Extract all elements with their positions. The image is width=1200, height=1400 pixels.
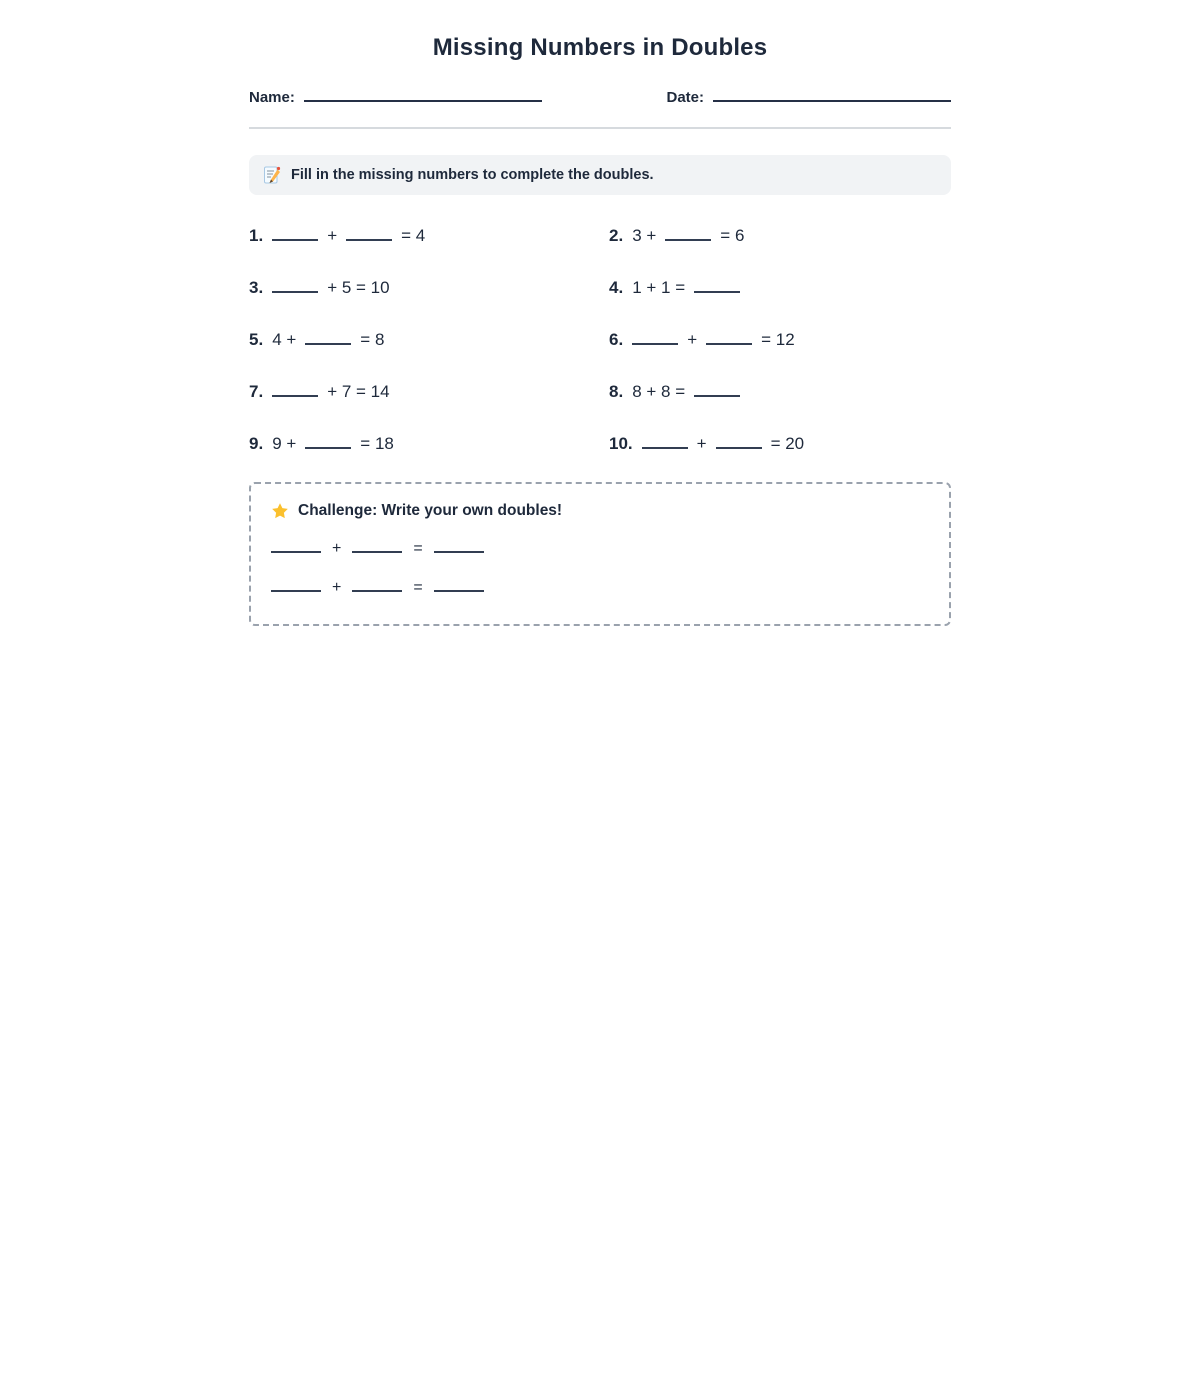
problem-text: = 6 xyxy=(720,226,745,245)
answer-blank xyxy=(346,229,392,241)
problem-text: 9 + xyxy=(272,434,297,453)
instruction-banner xyxy=(249,155,951,195)
problem-row xyxy=(249,329,609,351)
problem-text: + 7 = 14 xyxy=(327,382,390,401)
name-label: Name: xyxy=(249,89,295,106)
date-label: Date: xyxy=(666,89,704,106)
answer-blank xyxy=(665,229,711,241)
answer-blank xyxy=(272,281,318,293)
challenge-row xyxy=(271,538,929,559)
problem-row xyxy=(249,277,609,299)
challenge-title-row xyxy=(271,502,929,520)
problem-text: + xyxy=(696,434,707,453)
answer-blank xyxy=(694,385,740,397)
answer-blank xyxy=(305,333,351,345)
answer-blank xyxy=(694,281,740,293)
problem-number: 5. xyxy=(249,330,264,349)
problem-text: 8 + 8 = xyxy=(632,382,686,401)
problem-row xyxy=(249,381,609,403)
name-blank-line xyxy=(304,88,542,102)
answer-blank xyxy=(272,229,318,241)
problem-text: = 4 xyxy=(401,226,426,245)
answer-blank xyxy=(305,437,351,449)
instruction-text: Fill in the missing numbers to complete the doubles. xyxy=(291,167,654,183)
problem-number: 10. xyxy=(609,434,633,453)
challenge-blank xyxy=(434,541,484,553)
operator-text: = xyxy=(413,540,423,557)
operator-text: = xyxy=(413,579,423,596)
name-field xyxy=(249,88,542,106)
problem-row xyxy=(609,277,951,299)
problem-text: 3 + xyxy=(632,226,657,245)
problem-number: 6. xyxy=(609,330,624,349)
page-title: Missing Numbers in Doubles xyxy=(432,34,768,61)
problem-text: 4 + xyxy=(272,330,297,349)
operator-text: + xyxy=(332,579,342,596)
challenge-box xyxy=(249,482,951,626)
problem-text: 1 + 1 = xyxy=(632,278,686,297)
challenge-blank xyxy=(271,541,321,553)
problem-row xyxy=(609,381,951,403)
answer-blank xyxy=(632,333,678,345)
problem-text: = 8 xyxy=(360,330,385,349)
date-field xyxy=(666,88,951,106)
problems-grid xyxy=(249,225,951,455)
problem-number: 4. xyxy=(609,278,624,297)
problem-row xyxy=(249,225,609,247)
problem-text: + xyxy=(327,226,338,245)
answer-blank xyxy=(642,437,688,449)
date-blank-line xyxy=(713,88,951,102)
worksheet-page xyxy=(249,0,951,626)
problem-row xyxy=(609,225,951,247)
challenge-rows xyxy=(271,538,929,598)
problem-number: 7. xyxy=(249,382,264,401)
challenge-blank xyxy=(434,580,484,592)
problem-text: + 5 = 10 xyxy=(327,278,390,297)
problem-number: 8. xyxy=(609,382,624,401)
problem-number: 1. xyxy=(249,226,264,245)
challenge-blank xyxy=(352,541,402,553)
problem-number: 2. xyxy=(609,226,624,245)
answer-blank xyxy=(272,385,318,397)
problem-text: = 20 xyxy=(770,434,805,453)
answer-blank xyxy=(706,333,752,345)
challenge-title: Challenge: Write your own doubles! xyxy=(298,502,563,519)
name-date-row xyxy=(249,88,951,106)
problem-text: = 12 xyxy=(761,330,795,349)
problem-row xyxy=(609,329,951,351)
challenge-blank xyxy=(271,580,321,592)
operator-text: + xyxy=(332,540,342,557)
memo-icon xyxy=(263,166,281,184)
challenge-row xyxy=(271,577,929,598)
problem-text: + xyxy=(687,330,698,349)
problem-number: 3. xyxy=(249,278,264,297)
problem-row xyxy=(249,433,609,455)
challenge-blank xyxy=(352,580,402,592)
problem-number: 9. xyxy=(249,434,264,453)
star-icon xyxy=(271,502,289,520)
problem-text: = 18 xyxy=(360,434,394,453)
section-divider xyxy=(249,127,951,129)
problem-row xyxy=(609,433,951,455)
answer-blank xyxy=(716,437,762,449)
